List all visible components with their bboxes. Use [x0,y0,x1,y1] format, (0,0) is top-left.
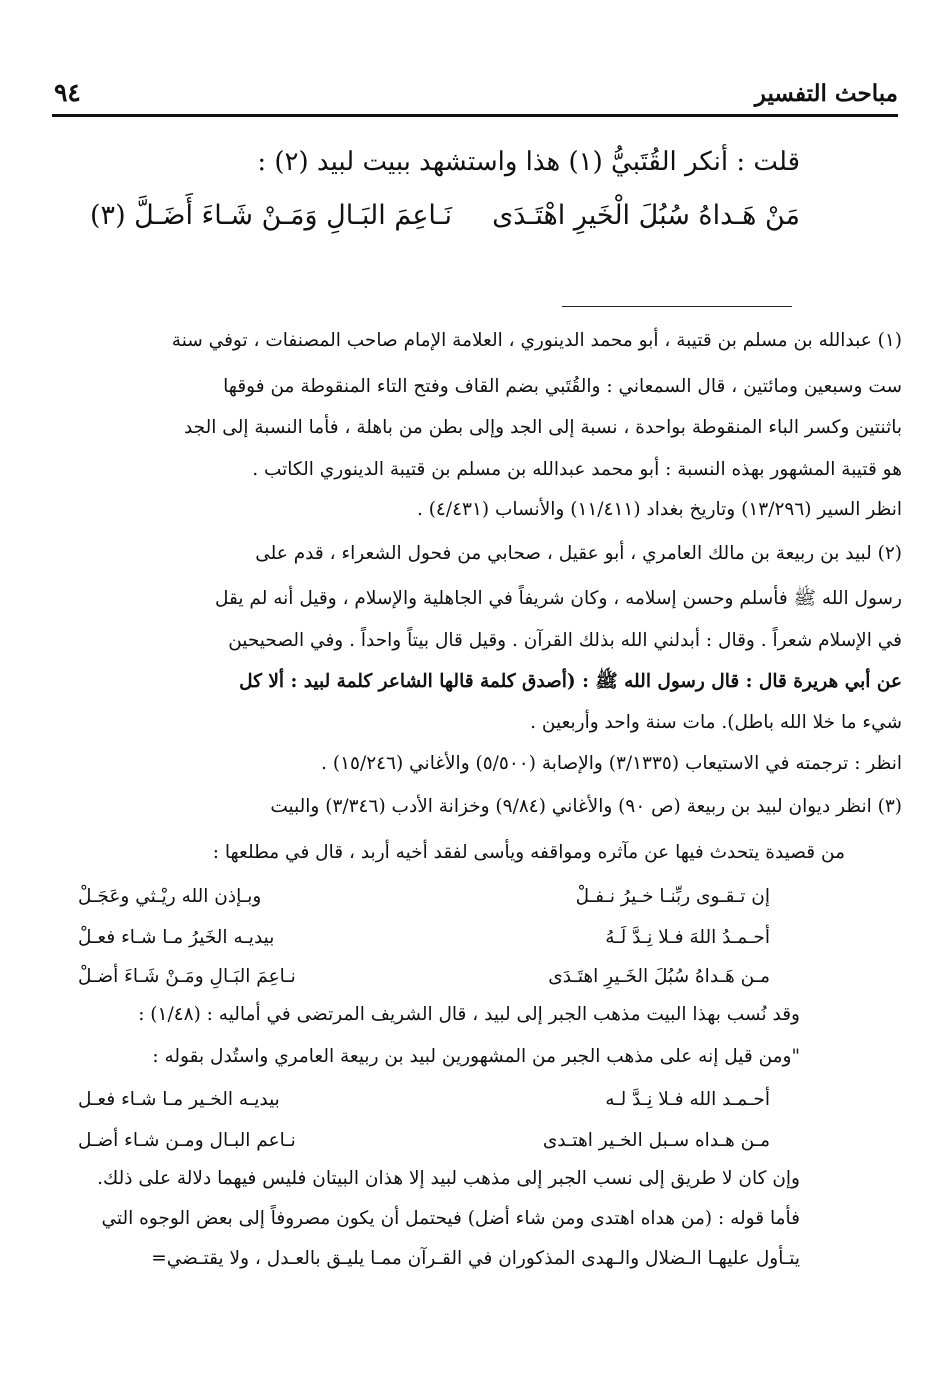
poem-hemistich: مـن هَـداهُ سُبُلَ الخَـيرِ اهتَـدَى [548,966,770,987]
running-title: مباحث التفسير [754,80,898,107]
footnote-line: فأما قوله : (من هداه اهتدى ومن شاء أضل) فيحتمل أن يكون مصروفاً إلى بعض الوجوه التي [101,1208,800,1229]
footnote-line-hadith: عن أبي هريرة قال : قال رسول الله ﷺ : (أصدق كلمة قالها الشاعر كلمة لبيد : ألا كل [239,671,902,692]
footnote-line: باثنتين وكسر الباء المنقوطة بواحدة ، نسبة إلى الجد وإلى بطن من باهلة ، فأما النسبة إلى الجد [183,417,902,438]
footnote-separator [562,306,792,307]
poem-hemistich: بيديـه الخَيرُ مـا شـاء فعـلْ [78,927,275,948]
poem-hemistich: بيديـه الخـير مـا شـاء فعـل [78,1089,280,1110]
footnote-quote-line: "ومن قيل إنه على مذهب الجبر من المشهورين لبيد بن ربيعة العامري واستُدل بقوله : [152,1046,800,1067]
footnote-line: وقد نُسب بهذا البيت مذهب الجبر إلى لبيد ، قال الشريف المرتضى في أماليه : (١/٤٨) : [138,1004,800,1025]
page-header [52,80,898,120]
footnote-line: وإن كان لا طريق إلى نسب الجبر إلى مذهب لبيد إلا هذان البيتان فليس فيهما دلالة على ذلك. [97,1168,800,1189]
footnote-line: في الإسلام شعراً . وقال : أبدلني الله بذلك القرآن . وقيل قال بيتاً واحداً . وفي الصحيحين [228,630,902,651]
footnote-line: (٢) لبيد بن ربيعة بن مالك العامري ، أبو عقيل ، صحابي من فحول الشعراء ، قدم على [255,543,902,564]
verse-first-hemistich: مَنْ هَـداهُ سُبُلَ الْخَيرِ اهْتَـدَى [492,200,800,231]
footnote-line: (١) عبدالله بن مسلم بن قتيبة ، أبو محمد الدينوري ، العلامة الإمام صاحب المصنفات ، توفي سنة [171,330,902,351]
footnote-line: انظر : ترجمته في الاستيعاب (٣/١٣٣٥) والإصابة (٥/٥٠٠) والأغاني (١٥/٢٤٦) . [321,753,902,774]
poem-hemistich: أحـمـدُ اللهَ فـلا نِـدَّ لَـهُ [605,927,770,948]
poem-hemistich: إن تـقـوى ربِّنـا خـيرُ نـفـلْ [575,886,770,907]
footnote-line: شيء ما خلا الله باطل). مات سنة واحد وأربعين . [530,712,902,733]
footnote-line: انظر السير (١٣/٢٩٦) وتاريخ بغداد (١١/٤١١) والأنساب (٤/٤٣١) . [416,499,902,520]
main-intro-text: قلت : أنكر القُتَبيُّ (١) هذا واستشهد ببيت لبيد (٢) : [257,147,800,177]
footnote-line: هو قتيبة المشهور بهذه النسبة : أبو محمد عبدالله بن مسلم بن قتيبة الدينوري الكاتب . [252,459,902,480]
page-number: ٩٤ [54,78,81,107]
footnote-line: ست وسبعين ومائتين ، قال السمعاني : والقُتَبي بضم القاف وفتح التاء المنقوطة من فوقها [223,376,902,397]
header-rule [52,114,898,117]
footnote-line: يتـأول عليهـا الـضلال والـهدى المذكوران في القـرآن ممـا يليـق بالعـدل ، ولا يقتـضي= [151,1248,800,1269]
poem-hemistich: أحـمـد الله فـلا نِـدَّ لـه [605,1089,770,1110]
footnote-line: رسول الله ﷺ فأسلم وحسن إسلامه ، وكان شريفاً في الجاهلية والإسلام ، وقيل أنه لم يقل [215,588,902,609]
footnote-line: (٣) انظر ديوان لبيد بن ربيعة (ص ٩٠) والأغاني (٩/٨٤) وخزانة الأدب (٣/٣٤٦) والبيت [270,796,902,817]
poem-hemistich: مـن هـداه سـبل الخـير اهتـدى [542,1130,770,1151]
footnote-line: من قصيدة يتحدث فيها عن مآثره ومواقفه ويأسى لفقد أخيه أربد ، قال في مطلعها : [212,842,845,863]
poem-hemistich: نـاعِمَ البَـالِ ومَـنْ شَـاءَ أضـلْ [78,966,296,987]
poem-hemistich: وبـإذن الله ريْـثي وعَجَـلْ [78,886,262,907]
verse-second-hemistich: نَـاعِمَ البَـالِ وَمَـنْ شَـاءَ أَضَـلَّ (٣) [90,200,453,231]
poem-hemistich: نـاعم البـال ومـن شـاء أضـل [78,1130,296,1151]
